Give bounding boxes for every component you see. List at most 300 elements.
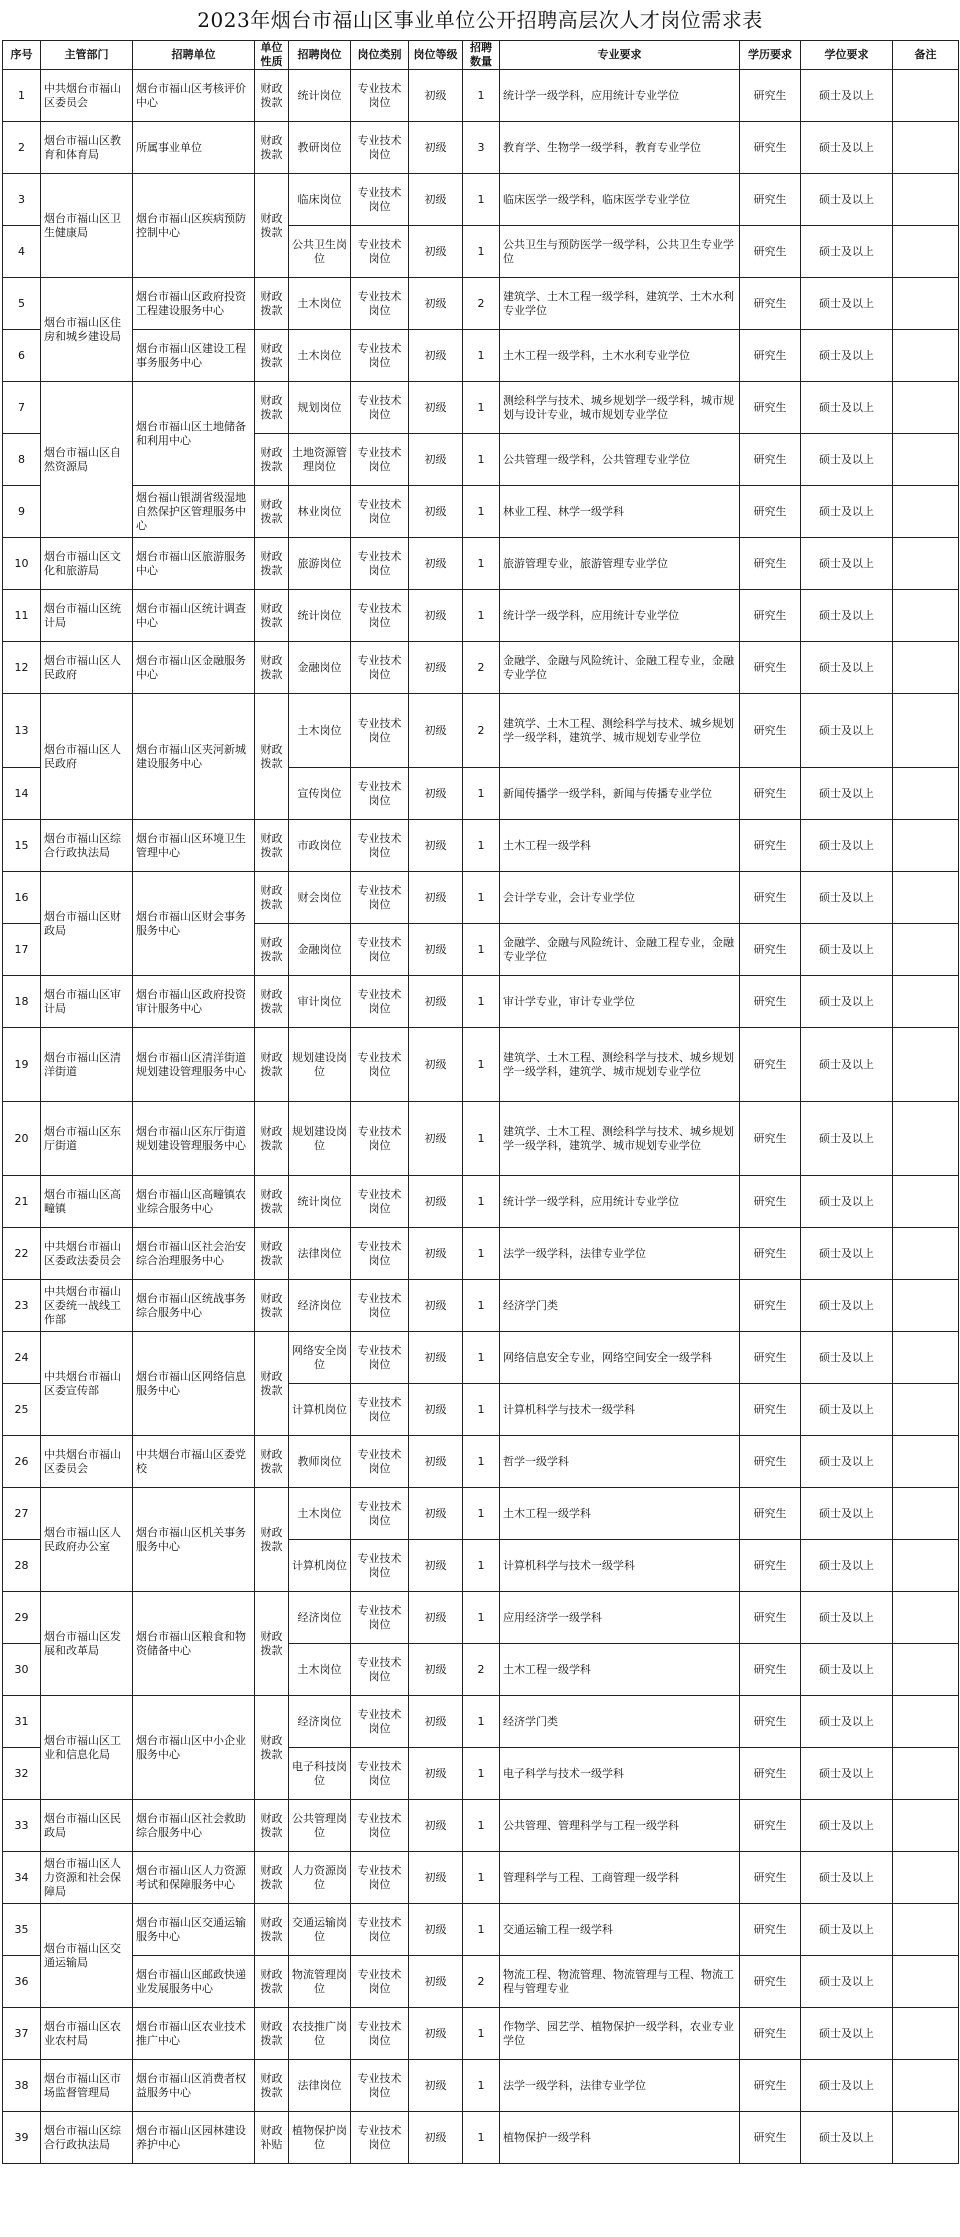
count-cell: 1: [463, 382, 500, 434]
note-cell: [893, 1540, 959, 1592]
level-cell: 初级: [409, 1644, 463, 1696]
table-row: [3, 1280, 959, 1332]
post-cell: 临床岗位: [289, 174, 351, 226]
education-cell: 研究生: [740, 1800, 801, 1852]
degree-cell: 硕士及以上: [801, 1384, 893, 1436]
level-cell: 初级: [409, 1540, 463, 1592]
row-number: 11: [3, 590, 41, 642]
table-row: [3, 2060, 959, 2112]
note-cell: [893, 2112, 959, 2164]
col-header: 招聘数量: [463, 41, 500, 70]
degree-cell: 硕士及以上: [801, 1332, 893, 1384]
note-cell: [893, 122, 959, 174]
category-cell: 专业技术岗位: [351, 1904, 409, 1956]
col-header: 备注: [893, 41, 959, 70]
table-row: [3, 1102, 959, 1176]
education-cell: 研究生: [740, 122, 801, 174]
row-number: 37: [3, 2008, 41, 2060]
education-cell: 研究生: [740, 2112, 801, 2164]
major-cell: 林业工程、林学一级学科: [500, 486, 740, 538]
category-cell: 专业技术岗位: [351, 434, 409, 486]
row-number: 1: [3, 70, 41, 122]
education-cell: 研究生: [740, 1384, 801, 1436]
nature-cell: 财政拨款: [255, 924, 289, 976]
row-number: 6: [3, 330, 41, 382]
education-cell: 研究生: [740, 538, 801, 590]
row-number: 26: [3, 1436, 41, 1488]
col-header: 岗位等级: [409, 41, 463, 70]
nature-cell: 财政拨款: [255, 1488, 289, 1592]
row-number: 25: [3, 1384, 41, 1436]
dept-cell: 烟台市福山区教育和体育局: [41, 122, 133, 174]
education-cell: 研究生: [740, 1904, 801, 1956]
post-cell: 规划岗位: [289, 382, 351, 434]
table-row: [3, 122, 959, 174]
note-cell: [893, 486, 959, 538]
major-cell: 新闻传播学一级学科，新闻与传播专业学位: [500, 768, 740, 820]
count-cell: 1: [463, 1436, 500, 1488]
count-cell: 1: [463, 1332, 500, 1384]
table-row: [3, 642, 959, 694]
post-cell: 经济岗位: [289, 1280, 351, 1332]
table-row: [3, 1176, 959, 1228]
row-number: 32: [3, 1748, 41, 1800]
degree-cell: 硕士及以上: [801, 1592, 893, 1644]
level-cell: 初级: [409, 1280, 463, 1332]
table-row: [3, 70, 959, 122]
unit-cell: 烟台市福山区粮食和物资储备中心: [133, 1592, 255, 1696]
recruitment-table: [2, 40, 959, 2164]
degree-cell: 硕士及以上: [801, 694, 893, 768]
count-cell: 1: [463, 1800, 500, 1852]
dept-cell: 烟台市福山区农业农村局: [41, 2008, 133, 2060]
unit-cell: 烟台市福山区东厅街道规划建设管理服务中心: [133, 1102, 255, 1176]
row-number: 15: [3, 820, 41, 872]
table-row: [3, 486, 959, 538]
major-cell: 作物学、园艺学、植物保护一级学科，农业专业学位: [500, 2008, 740, 2060]
education-cell: 研究生: [740, 2060, 801, 2112]
nature-cell: 财政拨款: [255, 1176, 289, 1228]
note-cell: [893, 1384, 959, 1436]
major-cell: 土木工程一级学科，土木水利专业学位: [500, 330, 740, 382]
education-cell: 研究生: [740, 1540, 801, 1592]
degree-cell: 硕士及以上: [801, 174, 893, 226]
nature-cell: 财政拨款: [255, 1102, 289, 1176]
education-cell: 研究生: [740, 1956, 801, 2008]
category-cell: 专业技术岗位: [351, 1384, 409, 1436]
degree-cell: 硕士及以上: [801, 1436, 893, 1488]
row-number: 14: [3, 768, 41, 820]
major-cell: 土木工程一级学科: [500, 1488, 740, 1540]
dept-cell: 烟台市福山区综合行政执法局: [41, 820, 133, 872]
page-title: 2023年烟台市福山区事业单位公开招聘高层次人才岗位需求表: [197, 8, 763, 32]
dept-cell: 中共烟台市福山区委员会: [41, 1436, 133, 1488]
dept-cell: 烟台市福山区审计局: [41, 976, 133, 1028]
education-cell: 研究生: [740, 1028, 801, 1102]
row-number: 38: [3, 2060, 41, 2112]
dept-cell: 烟台市福山区东厅街道: [41, 1102, 133, 1176]
level-cell: 初级: [409, 1102, 463, 1176]
post-cell: 计算机岗位: [289, 1384, 351, 1436]
post-cell: 网络安全岗位: [289, 1332, 351, 1384]
count-cell: 1: [463, 434, 500, 486]
level-cell: 初级: [409, 1176, 463, 1228]
col-header: 学历要求: [740, 41, 801, 70]
note-cell: [893, 1696, 959, 1748]
table-row: [3, 1592, 959, 1644]
category-cell: 专业技术岗位: [351, 1696, 409, 1748]
col-header: 招聘单位: [133, 41, 255, 70]
post-cell: 人力资源岗位: [289, 1852, 351, 1904]
count-cell: 1: [463, 174, 500, 226]
row-number: 22: [3, 1228, 41, 1280]
row-number: 2: [3, 122, 41, 174]
dept-cell: 烟台市福山区人民政府办公室: [41, 1488, 133, 1592]
education-cell: 研究生: [740, 924, 801, 976]
level-cell: 初级: [409, 1800, 463, 1852]
category-cell: 专业技术岗位: [351, 486, 409, 538]
table-row: [3, 174, 959, 226]
count-cell: 1: [463, 2112, 500, 2164]
level-cell: 初级: [409, 1592, 463, 1644]
post-cell: 规划建设岗位: [289, 1028, 351, 1102]
nature-cell: 财政拨款: [255, 590, 289, 642]
table-row: [3, 330, 959, 382]
nature-cell: 财政拨款: [255, 1592, 289, 1696]
major-cell: 建筑学、土木工程、测绘科学与技术、城乡规划学一级学科，建筑学、城市规划专业学位: [500, 694, 740, 768]
row-number: 24: [3, 1332, 41, 1384]
note-cell: [893, 872, 959, 924]
unit-cell: 烟台市福山区旅游服务中心: [133, 538, 255, 590]
nature-cell: 财政拨款: [255, 122, 289, 174]
count-cell: 1: [463, 1280, 500, 1332]
level-cell: 初级: [409, 1852, 463, 1904]
post-cell: 公共管理岗位: [289, 1800, 351, 1852]
note-cell: [893, 1800, 959, 1852]
unit-cell: 烟台市福山区高疃镇农业综合服务中心: [133, 1176, 255, 1228]
row-number: 17: [3, 924, 41, 976]
count-cell: 1: [463, 1540, 500, 1592]
degree-cell: 硕士及以上: [801, 1800, 893, 1852]
count-cell: 1: [463, 768, 500, 820]
unit-cell: 烟台市福山区环境卫生管理中心: [133, 820, 255, 872]
note-cell: [893, 70, 959, 122]
note-cell: [893, 1644, 959, 1696]
post-cell: 计算机岗位: [289, 1540, 351, 1592]
nature-cell: 财政拨款: [255, 1696, 289, 1800]
row-number: 13: [3, 694, 41, 768]
row-number: 33: [3, 1800, 41, 1852]
level-cell: 初级: [409, 174, 463, 226]
major-cell: 法学一级学科，法律专业学位: [500, 2060, 740, 2112]
post-cell: 农技推广岗位: [289, 2008, 351, 2060]
row-number: 18: [3, 976, 41, 1028]
row-number: 4: [3, 226, 41, 278]
level-cell: 初级: [409, 226, 463, 278]
education-cell: 研究生: [740, 278, 801, 330]
degree-cell: 硕士及以上: [801, 330, 893, 382]
education-cell: 研究生: [740, 1332, 801, 1384]
table-row: [3, 1956, 959, 2008]
nature-cell: 财政拨款: [255, 70, 289, 122]
dept-cell: 中共烟台市福山区委员会: [41, 70, 133, 122]
unit-cell: 烟台市福山区考核评价中心: [133, 70, 255, 122]
row-number: 12: [3, 642, 41, 694]
education-cell: 研究生: [740, 1102, 801, 1176]
major-cell: 经济学门类: [500, 1280, 740, 1332]
post-cell: 统计岗位: [289, 70, 351, 122]
post-cell: 法律岗位: [289, 2060, 351, 2112]
row-number: 8: [3, 434, 41, 486]
nature-cell: 财政拨款: [255, 694, 289, 820]
count-cell: 1: [463, 226, 500, 278]
major-cell: 建筑学、土木工程、测绘科学与技术、城乡规划学一级学科，建筑学、城市规划专业学位: [500, 1102, 740, 1176]
count-cell: 1: [463, 590, 500, 642]
education-cell: 研究生: [740, 1852, 801, 1904]
post-cell: 金融岗位: [289, 924, 351, 976]
row-number: 9: [3, 486, 41, 538]
education-cell: 研究生: [740, 1228, 801, 1280]
unit-cell: 烟台市福山区财会事务服务中心: [133, 872, 255, 976]
dept-cell: 烟台市福山区财政局: [41, 872, 133, 976]
row-number: 20: [3, 1102, 41, 1176]
unit-cell: 烟台市福山区邮政快递业发展服务中心: [133, 1956, 255, 2008]
major-cell: 土木工程一级学科: [500, 1644, 740, 1696]
row-number: 21: [3, 1176, 41, 1228]
category-cell: 专业技术岗位: [351, 590, 409, 642]
level-cell: 初级: [409, 1696, 463, 1748]
table-row: [3, 1028, 959, 1102]
post-cell: 土木岗位: [289, 1644, 351, 1696]
post-cell: 土木岗位: [289, 694, 351, 768]
table-row: [3, 1852, 959, 1904]
degree-cell: 硕士及以上: [801, 1228, 893, 1280]
note-cell: [893, 2060, 959, 2112]
table-header-row: [3, 41, 959, 70]
category-cell: 专业技术岗位: [351, 642, 409, 694]
row-number: 30: [3, 1644, 41, 1696]
category-cell: 专业技术岗位: [351, 2060, 409, 2112]
count-cell: 1: [463, 1696, 500, 1748]
education-cell: 研究生: [740, 330, 801, 382]
note-cell: [893, 694, 959, 768]
level-cell: 初级: [409, 278, 463, 330]
nature-cell: 财政拨款: [255, 1228, 289, 1280]
nature-cell: 财政拨款: [255, 278, 289, 330]
count-cell: 1: [463, 924, 500, 976]
degree-cell: 硕士及以上: [801, 486, 893, 538]
dept-cell: 中共烟台市福山区委宣传部: [41, 1332, 133, 1436]
post-cell: 电子科技岗位: [289, 1748, 351, 1800]
count-cell: 1: [463, 1176, 500, 1228]
note-cell: [893, 1956, 959, 2008]
nature-cell: 财政补贴: [255, 2112, 289, 2164]
degree-cell: 硕士及以上: [801, 872, 893, 924]
degree-cell: 硕士及以上: [801, 2060, 893, 2112]
note-cell: [893, 538, 959, 590]
degree-cell: 硕士及以上: [801, 590, 893, 642]
table-row: [3, 1436, 959, 1488]
major-cell: 建筑学、土木工程一级学科，建筑学、土木水利专业学位: [500, 278, 740, 330]
education-cell: 研究生: [740, 1592, 801, 1644]
degree-cell: 硕士及以上: [801, 278, 893, 330]
count-cell: 1: [463, 1228, 500, 1280]
education-cell: 研究生: [740, 820, 801, 872]
note-cell: [893, 1852, 959, 1904]
category-cell: 专业技术岗位: [351, 872, 409, 924]
major-cell: 统计学一级学科，应用统计专业学位: [500, 590, 740, 642]
category-cell: 专业技术岗位: [351, 1280, 409, 1332]
nature-cell: 财政拨款: [255, 1852, 289, 1904]
nature-cell: 财政拨款: [255, 2008, 289, 2060]
dept-cell: 烟台市福山区自然资源局: [41, 382, 133, 538]
post-cell: 土木岗位: [289, 1488, 351, 1540]
row-number: 35: [3, 1904, 41, 1956]
category-cell: 专业技术岗位: [351, 226, 409, 278]
dept-cell: 烟台市福山区综合行政执法局: [41, 2112, 133, 2164]
note-cell: [893, 382, 959, 434]
degree-cell: 硕士及以上: [801, 1540, 893, 1592]
row-number: 19: [3, 1028, 41, 1102]
category-cell: 专业技术岗位: [351, 924, 409, 976]
level-cell: 初级: [409, 1228, 463, 1280]
degree-cell: 硕士及以上: [801, 382, 893, 434]
table-row: [3, 538, 959, 590]
degree-cell: 硕士及以上: [801, 2008, 893, 2060]
count-cell: 2: [463, 278, 500, 330]
major-cell: 应用经济学一级学科: [500, 1592, 740, 1644]
row-number: 3: [3, 174, 41, 226]
count-cell: 1: [463, 1852, 500, 1904]
level-cell: 初级: [409, 2060, 463, 2112]
level-cell: 初级: [409, 820, 463, 872]
degree-cell: 硕士及以上: [801, 2112, 893, 2164]
major-cell: 临床医学一级学科，临床医学专业学位: [500, 174, 740, 226]
category-cell: 专业技术岗位: [351, 976, 409, 1028]
degree-cell: 硕士及以上: [801, 1852, 893, 1904]
level-cell: 初级: [409, 1436, 463, 1488]
major-cell: 测绘科学与技术、城乡规划学一级学科，城市规划与设计专业，城市规划专业学位: [500, 382, 740, 434]
note-cell: [893, 2008, 959, 2060]
degree-cell: 硕士及以上: [801, 70, 893, 122]
category-cell: 专业技术岗位: [351, 1228, 409, 1280]
table-row: [3, 590, 959, 642]
post-cell: 旅游岗位: [289, 538, 351, 590]
category-cell: 专业技术岗位: [351, 1800, 409, 1852]
level-cell: 初级: [409, 122, 463, 174]
unit-cell: 烟台市福山区政府投资工程建设服务中心: [133, 278, 255, 330]
dept-cell: 烟台市福山区人力资源和社会保障局: [41, 1852, 133, 1904]
post-cell: 市政岗位: [289, 820, 351, 872]
nature-cell: 财政拨款: [255, 174, 289, 278]
table-row: [3, 1800, 959, 1852]
unit-cell: 烟台市福山区社会治安综合治理服务中心: [133, 1228, 255, 1280]
table-row: [3, 278, 959, 330]
table-body: [3, 70, 959, 2164]
major-cell: 公共管理、管理科学与工程一级学科: [500, 1800, 740, 1852]
category-cell: 专业技术岗位: [351, 538, 409, 590]
table-row: [3, 2112, 959, 2164]
degree-cell: 硕士及以上: [801, 1102, 893, 1176]
nature-cell: 财政拨款: [255, 486, 289, 538]
degree-cell: 硕士及以上: [801, 1176, 893, 1228]
category-cell: 专业技术岗位: [351, 174, 409, 226]
education-cell: 研究生: [740, 226, 801, 278]
note-cell: [893, 1228, 959, 1280]
nature-cell: 财政拨款: [255, 538, 289, 590]
post-cell: 林业岗位: [289, 486, 351, 538]
col-header: 岗位类别: [351, 41, 409, 70]
degree-cell: 硕士及以上: [801, 924, 893, 976]
education-cell: 研究生: [740, 1748, 801, 1800]
row-number: 7: [3, 382, 41, 434]
major-cell: 物流工程、物流管理、物流管理与工程、物流工程与管理专业: [500, 1956, 740, 2008]
row-number: 31: [3, 1696, 41, 1748]
dept-cell: 烟台市福山区统计局: [41, 590, 133, 642]
category-cell: 专业技术岗位: [351, 1644, 409, 1696]
education-cell: 研究生: [740, 590, 801, 642]
unit-cell: 烟台市福山区机关事务服务中心: [133, 1488, 255, 1592]
count-cell: 1: [463, 2008, 500, 2060]
dept-cell: 中共烟台市福山区委政法委员会: [41, 1228, 133, 1280]
level-cell: 初级: [409, 1488, 463, 1540]
education-cell: 研究生: [740, 1176, 801, 1228]
unit-cell: 烟台市福山区消费者权益服务中心: [133, 2060, 255, 2112]
major-cell: 网络信息安全专业，网络空间安全一级学科: [500, 1332, 740, 1384]
post-cell: 法律岗位: [289, 1228, 351, 1280]
major-cell: 金融学、金融与风险统计、金融工程专业，金融专业学位: [500, 924, 740, 976]
level-cell: 初级: [409, 486, 463, 538]
category-cell: 专业技术岗位: [351, 2008, 409, 2060]
major-cell: 哲学一级学科: [500, 1436, 740, 1488]
post-cell: 统计岗位: [289, 1176, 351, 1228]
degree-cell: 硕士及以上: [801, 642, 893, 694]
category-cell: 专业技术岗位: [351, 122, 409, 174]
count-cell: 1: [463, 1488, 500, 1540]
category-cell: 专业技术岗位: [351, 1332, 409, 1384]
table-row: [3, 820, 959, 872]
note-cell: [893, 820, 959, 872]
post-cell: 财会岗位: [289, 872, 351, 924]
note-cell: [893, 1280, 959, 1332]
level-cell: 初级: [409, 694, 463, 768]
note-cell: [893, 1436, 959, 1488]
count-cell: 1: [463, 70, 500, 122]
major-cell: 计算机科学与技术一级学科: [500, 1540, 740, 1592]
nature-cell: 财政拨款: [255, 1956, 289, 2008]
row-number: 23: [3, 1280, 41, 1332]
note-cell: [893, 642, 959, 694]
post-cell: 物流管理岗位: [289, 1956, 351, 2008]
dept-cell: 烟台市福山区清洋街道: [41, 1028, 133, 1102]
level-cell: 初级: [409, 1956, 463, 2008]
nature-cell: 财政拨款: [255, 330, 289, 382]
note-cell: [893, 976, 959, 1028]
count-cell: 1: [463, 1592, 500, 1644]
unit-cell: 烟台市福山区疾病预防控制中心: [133, 174, 255, 278]
dept-cell: 烟台市福山区民政局: [41, 1800, 133, 1852]
unit-cell: 烟台市福山区金融服务中心: [133, 642, 255, 694]
level-cell: 初级: [409, 538, 463, 590]
category-cell: 专业技术岗位: [351, 1436, 409, 1488]
post-cell: 土地资源管理岗位: [289, 434, 351, 486]
nature-cell: 财政拨款: [255, 2060, 289, 2112]
nature-cell: 财政拨款: [255, 1028, 289, 1102]
post-cell: 审计岗位: [289, 976, 351, 1028]
dept-cell: 烟台市福山区高疃镇: [41, 1176, 133, 1228]
degree-cell: 硕士及以上: [801, 820, 893, 872]
post-cell: 植物保护岗位: [289, 2112, 351, 2164]
